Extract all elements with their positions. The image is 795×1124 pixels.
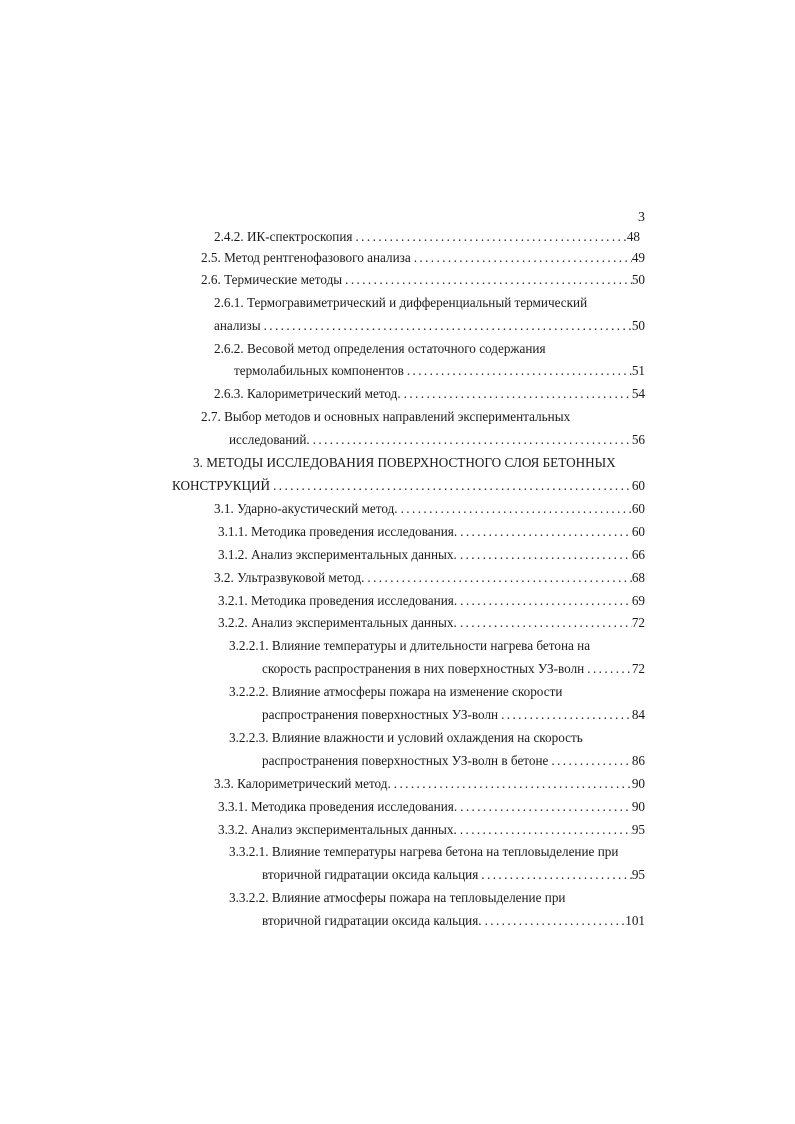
toc-entry (201, 249, 645, 267)
toc-entry-title: 3.1. Ударно-акустический метод. (214, 501, 398, 516)
toc-entry-title: 3.3. Калориметрический метод. (214, 776, 391, 791)
toc-entry-title: КОНСТРУКЦИЙ (172, 478, 271, 493)
toc-entry-page: 50 (631, 318, 645, 333)
toc-entry (214, 317, 645, 335)
toc-entry-title: 3.2.1. Методика проведения исследования. (218, 593, 458, 608)
toc-entry-title: скорость распространения в них поверхностных УЗ-волн (262, 661, 585, 676)
toc-entry-title: термолабильных компонентов (234, 363, 404, 378)
toc-entry-title: 3.3.2.1. Влияние температуры нагрева бетона на тепловыделение при (229, 844, 619, 859)
toc-entry-page: 69 (631, 593, 645, 608)
toc-entry (262, 912, 645, 930)
toc-entry-title: 2.6.1. Термогравиметрический и дифференциальный термический (214, 295, 588, 310)
toc-entry (218, 798, 645, 816)
toc-entry-title: 3.3.2.2. Влияние атмосферы пожара на тепловыделение при (229, 890, 566, 905)
toc-entry (218, 523, 645, 541)
toc-entry-page: 90 (631, 776, 645, 791)
toc-entry-title: исследований. (229, 432, 310, 447)
toc-entry-title: анализы (214, 318, 261, 333)
toc-entry (234, 362, 645, 380)
toc-entry (172, 477, 645, 495)
toc-entry (262, 706, 645, 724)
toc-entry (218, 546, 645, 564)
toc-entry (218, 821, 645, 839)
toc-entry-page: 72 (631, 615, 645, 630)
toc-entry-title: распространения поверхностных УЗ-волн (262, 707, 499, 722)
toc-entry-title: 3.2.2.3. Влияние влажности и условий охлаждения на скорость (229, 730, 583, 745)
toc-entry-title: 2.7. Выбор методов и основных направлений экспериментальных (201, 409, 571, 424)
toc-entry-title: 3.1.1. Методика проведения исследования. (218, 524, 458, 539)
toc-entry (262, 660, 645, 678)
toc-entry-title: 3.1.2. Анализ экспериментальных данных. (218, 547, 457, 562)
toc-entry (201, 271, 645, 289)
toc-entry-title: 3.3.2. Анализ экспериментальных данных. (218, 822, 457, 837)
toc-entry-title: 2.6. Термические методы (201, 272, 343, 287)
toc-entry-title: 2.6.3. Калориметрический метод. (214, 386, 401, 401)
toc-entry-page: 84 (631, 707, 645, 722)
toc-entry-title: 3.2. Ультразвуковой метод. (214, 570, 365, 585)
toc-entry-page: 54 (631, 386, 645, 401)
toc-entry-page: 50 (631, 272, 645, 287)
toc-entry (262, 752, 645, 770)
toc-entry-page: 95 (631, 867, 645, 882)
toc-entry (218, 592, 645, 610)
toc-entry-title: вторичной гидратации оксида кальция. (262, 913, 482, 928)
toc-entry-page: 95 (631, 822, 645, 837)
toc-entry (214, 500, 645, 518)
toc-entry-title: вторичной гидратации оксида кальция (262, 867, 479, 882)
toc-entry (214, 569, 645, 587)
toc-entry-title: распространения поверхностных УЗ-волн в бетоне (262, 753, 549, 768)
toc-entry-title: 2.6.2. Весовой метод определения остаточного содержания (214, 341, 546, 356)
toc-entry-page: 49 (631, 250, 645, 265)
toc-entry-page: 68 (631, 570, 645, 585)
toc-entry-page: 48 (626, 229, 640, 244)
toc-entry-page: 60 (631, 524, 645, 539)
toc-entry-title: 3.2.2.2. Влияние атмосферы пожара на изменение скорости (229, 684, 563, 699)
toc-entry-title: 2.5. Метод рентгенофазового анализа (201, 250, 411, 265)
toc-entry-page: 60 (631, 501, 645, 516)
toc-entry-page: 90 (631, 799, 645, 814)
page-number: 3 (638, 210, 645, 225)
toc-entry (214, 775, 645, 793)
toc-entry-page: 66 (631, 547, 645, 562)
toc-entry (262, 866, 645, 884)
toc-entry-page: 56 (631, 432, 645, 447)
toc-entry (214, 228, 640, 246)
chapter-heading: 3. МЕТОДЫ ИССЛЕДОВАНИЯ ПОВЕРХНОСТНОГО СЛОЯ БЕТОННЫХ (193, 455, 616, 470)
toc-entry-page: 51 (631, 363, 645, 378)
toc-entry (214, 385, 645, 403)
toc-entry-page: 72 (631, 661, 645, 676)
toc-entry-title: 3.2.2. Анализ экспериментальных данных. (218, 615, 457, 630)
toc-entry-title: 3.3.1. Методика проведения исследования. (218, 799, 458, 814)
toc-entry-title: 2.4.2. ИК-спектроскопия (214, 229, 353, 244)
toc-entry-page: 101 (625, 913, 645, 928)
toc-entry (218, 614, 645, 632)
toc-entry-title: 3.2.2.1. Влияние температуры и длительности нагрева бетона на (229, 638, 591, 653)
toc-entry (229, 431, 645, 449)
toc-entry-page: 60 (631, 478, 645, 493)
toc-entry-page: 86 (631, 753, 645, 768)
